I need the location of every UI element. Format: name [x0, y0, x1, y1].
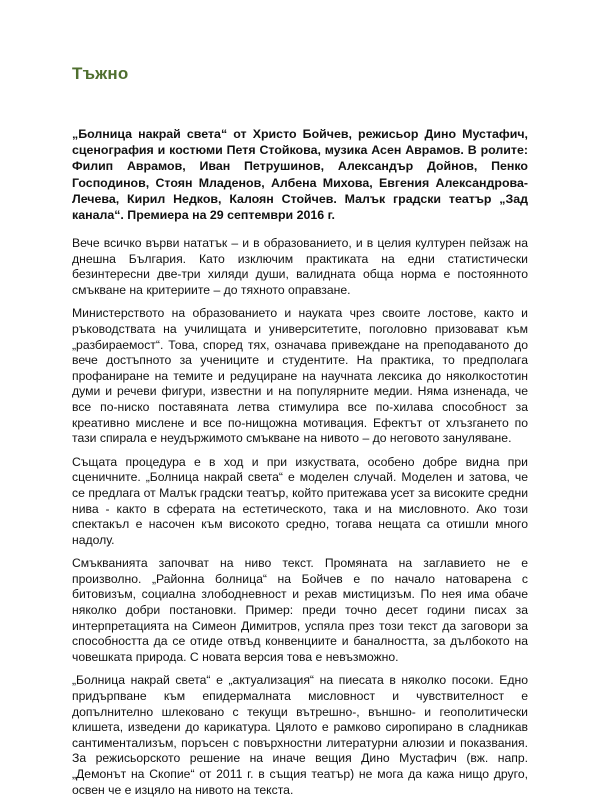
article-body [72, 236, 528, 806]
production-credits: „Болница накрай света“ от Христо Бойчев, режисьор Дино Мустафич, сценография и костюми Петя Стойкова, музика Асен Аврамов. В ролите: Филип Аврамов, Иван Петрушинов, Александър Дойнов, Пенко Господинов, Стоян Младенов, Албена Михова, Евгения Александрова-Лечева, Кирил Недков, Калоян Стойчев. Малък градски театър „Зад канала“. Премиера на 29 септември 2016 г. [72, 127, 528, 223]
body-paragraph: Министерството на образованието и науката чрез своите лостове, както и ръководствата на училищата и университетите, поголовно призовават към „разбираемост“. Това, според тях, означава привеждане на преподаваното до вече достъпното за учениците и студентите. На практика, то предполага профаниране на темите и редуциране на научната лексика до няколкостотин думи и речеви фигури, известни и на популярните медии. Няма изненада, че все по-ниско поставяната летва стимулира все по-хилава способност за креативно мислене и все по-нищожна мотивация. Ефектът от хлъзгането по тази спирала е неудържимото смъкване на нивото – до неговото зануляване. [72, 306, 528, 446]
body-paragraph: „Болница накрай света“ е „актуализация“ на пиесата в няколко посоки. Едно придърпване към епидермалната мисловност и чувствителност е допълнително шлековано с текущи вътрешно-, външно- и геополитически клишета, изведени до карикатура. Цялото е рамково сиропирано в сладникав сантиментализъм, поръсен с повърхностни литературни алюзии и показвания. За режисьорското решение на иначе вещия Дино Мустафич (вж. напр. „Демонът на Скопие“ от 2011 г. в същия театър) не мога да кажа нищо друго, освен че е изцяло на нивото на текста. [72, 673, 528, 797]
article-title: Тъжно [72, 64, 129, 83]
body-paragraph: Смъкванията започват на ниво текст. Промяната на заглавието не е произволно. „Районна болница“ на Бойчев е по начало натоварена с битовизъм, социална злободневност и рехав мистицизъм. По нея има обаче няколко добри постановки. Пример: преди точно десет години писах за интерпретацията на Симеон Димитров, успяла през този текст да заговори за способността да се отиде отвъд конвенциите и баналността, за дълбокото на човешката природа. С новата версия това е невъзможно. [72, 556, 528, 664]
body-paragraph: Вече всичко върви нататък – и в образованието, и в целия културен пейзаж на днешна България. Като изключим практиката на едни статистически безинтересни две-три хиляди души, валидната обща норма е постоянното смъкване на критериите – до тяхното оправзане. [72, 236, 528, 297]
body-paragraph: Същата процедура е в ход и при изкуствата, особено добре видна при сценичните. „Болница накрай света“ е моделен случай. Моделен и затова, че се предлага от Малък градски театър, който притежава усет за високите средни нива - както в сферата на естетическото, така и на мисловното. Ако този спектакъл е насочен към високото средно, тогава нещата са отишли много надолу. [72, 454, 528, 547]
